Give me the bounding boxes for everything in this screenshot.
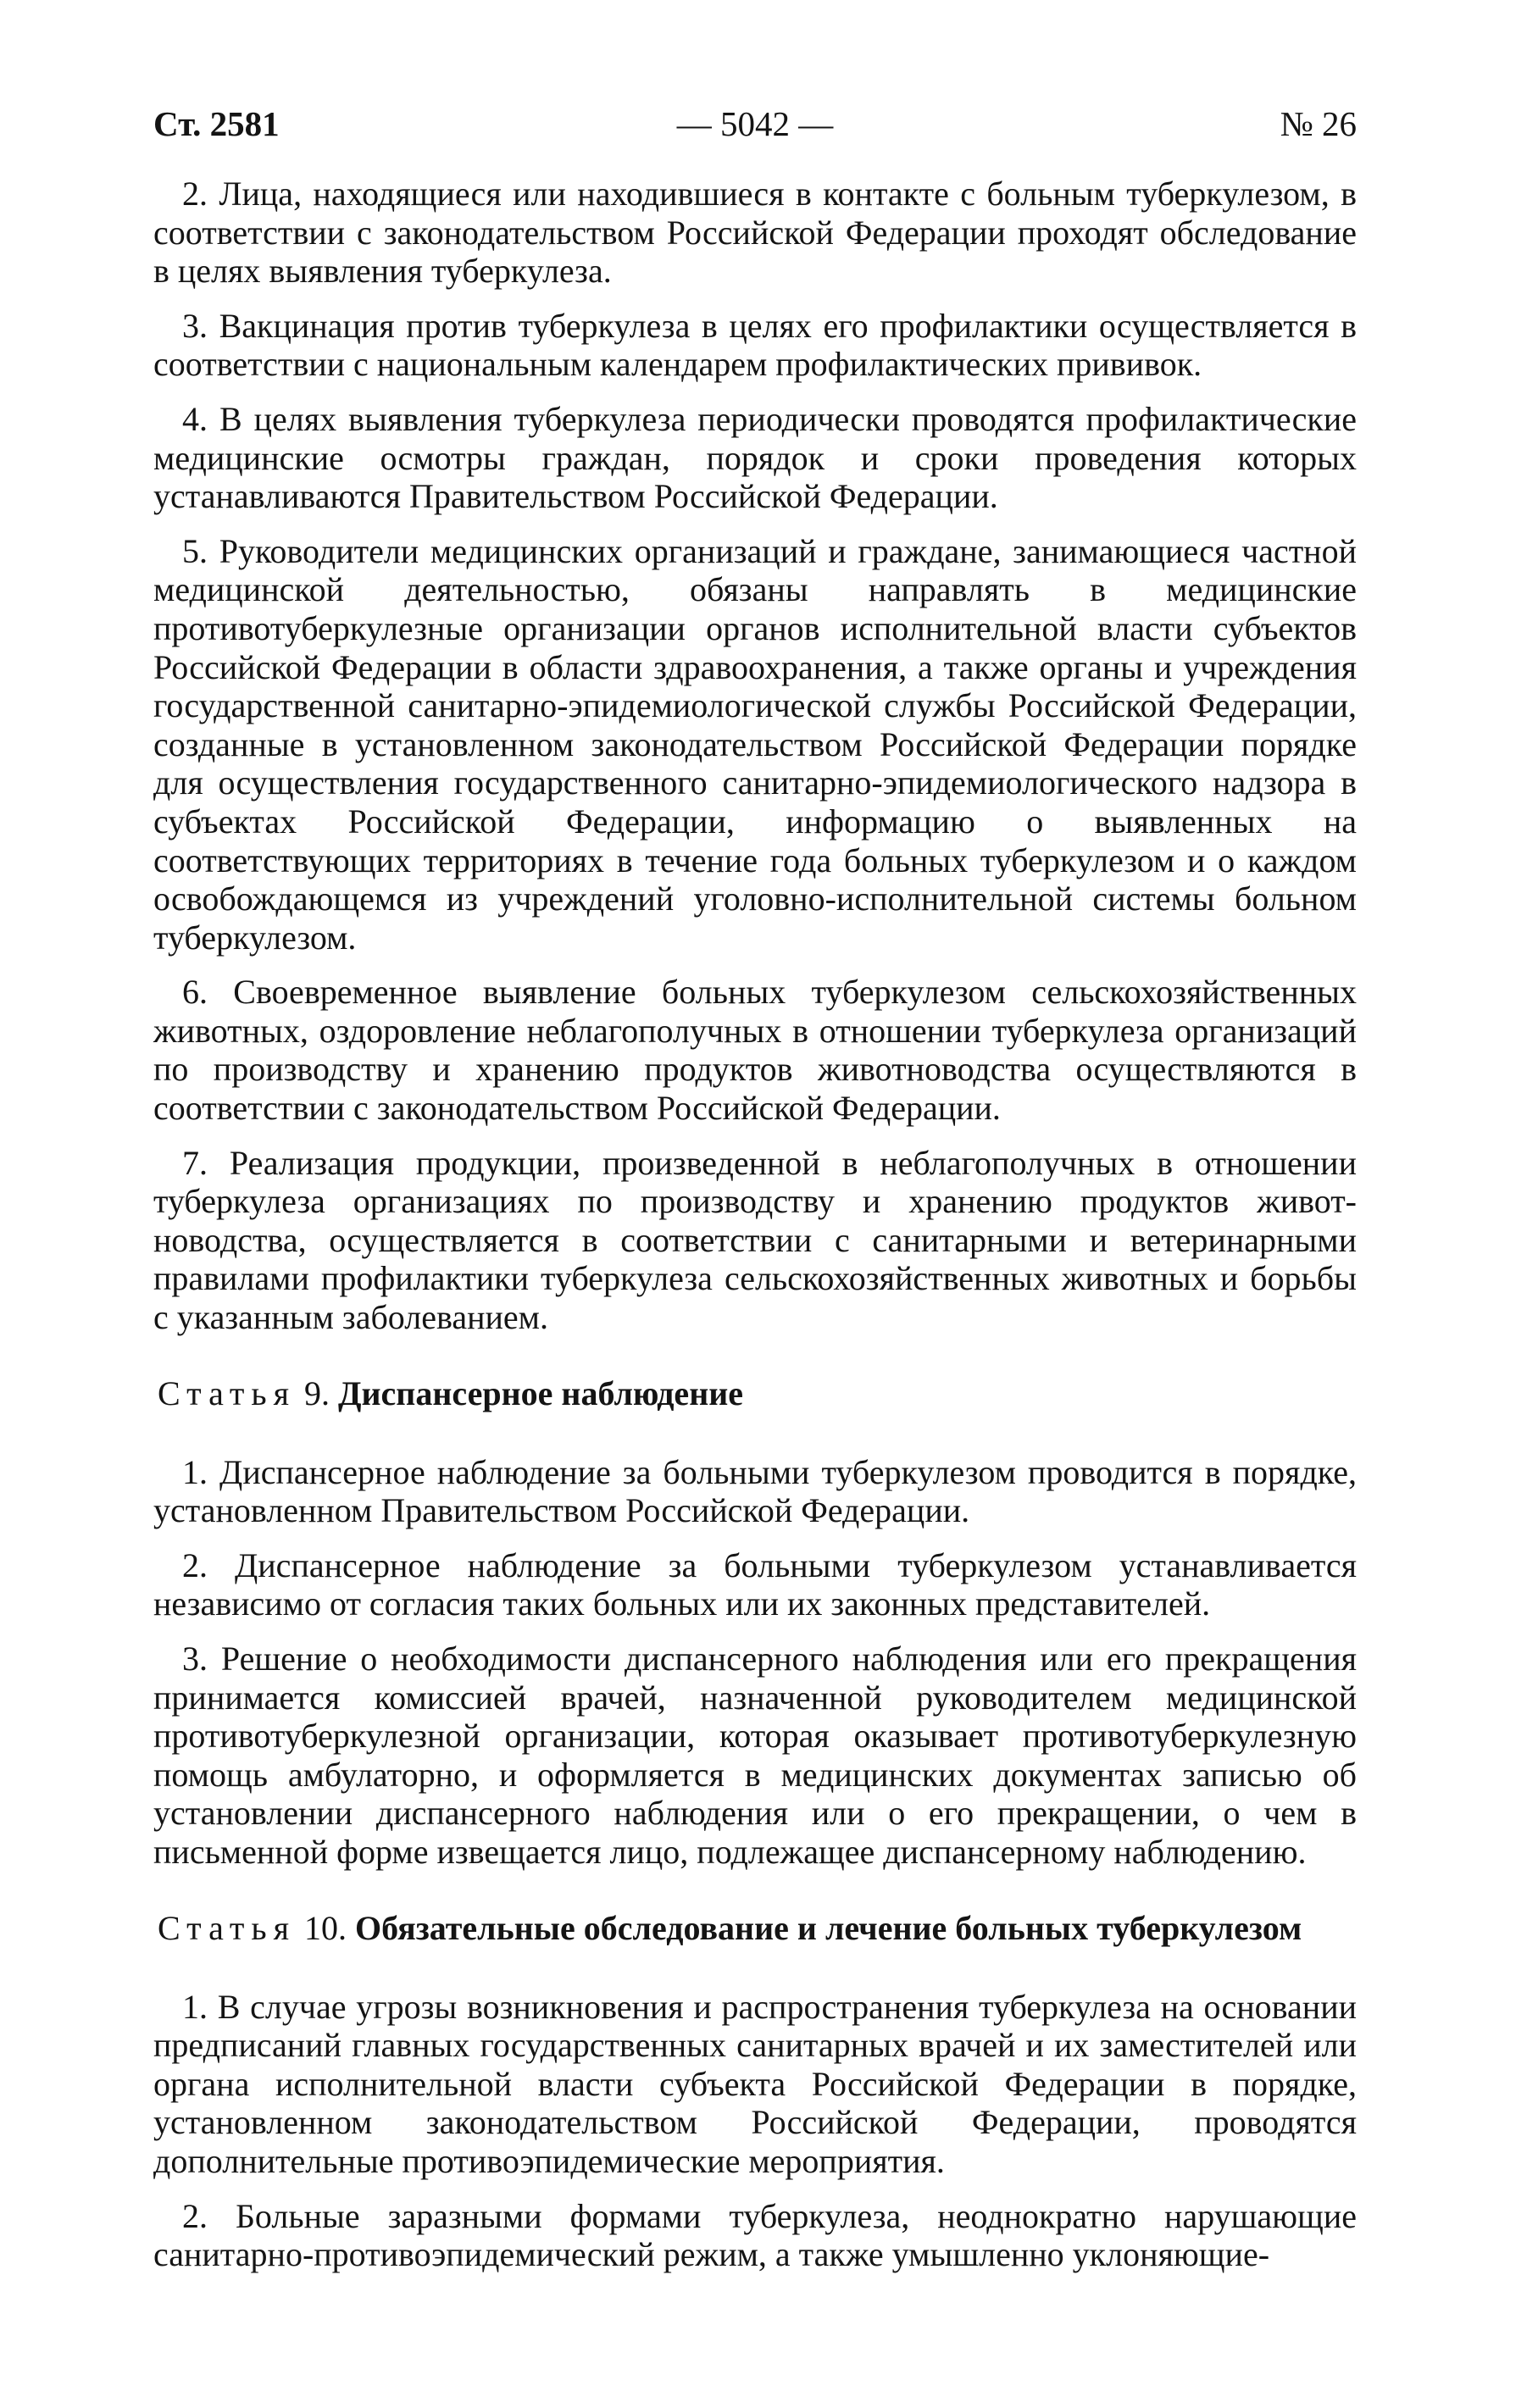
paragraph: 1. Диспансерное наблюдение за больными туберкулезом проводится в порядке, установленном Правительством Российской Федерации. <box>153 1452 1357 1530</box>
paragraph: 2. Лица, находящиеся или находившиеся в контакте с больным туберкулезом, в соответствии с законодательством Российской Федерации проходят обследование в целях выявления туберкулеза. <box>153 175 1357 291</box>
issue-number: № 26 <box>1280 104 1357 143</box>
article-label: Статья <box>158 1373 296 1412</box>
paragraph: 7. Реализация продукции, произведенной в неблагополучных в отношении туберкулеза организациях по производству и хранению продуктов животноводства, осуществляется в соответствии с санитарными и ветеринарными правилами профилактики туберкулеза сельскохозяйственных животных и борьбы с указанным заболеванием. <box>153 1143 1357 1337</box>
paragraph: 2. Диспансерное наблюдение за больными туберкулезом устанавливается независимо от согласия таких больных или их законных представителей. <box>153 1545 1357 1623</box>
article-title: Диспансерное наблюдение <box>337 1373 744 1412</box>
paragraph: 4. В целях выявления туберкулеза периодически проводятся профилактические медицинские осмотры граждан, порядок и сроки проведения которых устанавливаются Правительством Российской Федерации. <box>153 399 1357 516</box>
article-title: Обязательные обследование и лечение больных туберкулезом <box>354 1908 1302 1947</box>
paragraph: 1. В случае угрозы возникновения и распространения туберкулеза на основании предписаний главных государственных санитарных врачей и их заместителей или органа исполнительной власти субъекта Российской Федерации в порядке, установленном законодательством Российской Федерации, проводятся дополнительные противоэпидемические мероприятия. <box>153 1987 1357 2180</box>
paragraph: 3. Решение о необходимости диспансерного наблюдения или его прекращения принимается комиссией врачей, назначенной руководителем медицинской противотуберкулезной организации, которая оказывает противотуберкулезную помощь амбулаторно, и оформляется в медицинских документах записью об установлении диспансерного наблюдения или о его прекращении, о чем в письменной форме извещается лицо, подлежащее диспансерному наблюдению. <box>153 1640 1357 1871</box>
paragraph: 6. Своевременное выявление больных туберкулезом сельскохозяйственных животных, оздоровление неблагополучных в отношении туберкулеза организаций по производству и хранению продуктов животноводства осуществляются в соответствии с законодательством Российской Федерации. <box>153 973 1357 1128</box>
article-reference: Ст. 2581 <box>153 104 280 143</box>
article-label: Статья <box>158 1908 296 1947</box>
paragraph: 5. Руководители медицинских организаций и граждане, занимающиеся частной медицинской деятельностью, обязаны направлять в медицинские противотуберкулезные организации органов исполнительной власти субъектов Российской Федерации в области здравоохранения, а также органы и учреждения государственной санитарно-эпидемиологической службы Российской Федерации, созданные в установленном законодательством Российской Федерации порядке для осуществления государственного санитарно-эпидемиологического надзора в субъектах Российской Федерации, информацию о выявленных на соответствующих территориях в течение года больных туберкулезом и о каждом освобождающемся из учреждений уголовно-исполнительной системы больном туберкулезом. <box>153 531 1357 957</box>
document-page <box>153 100 1357 2290</box>
document-body <box>153 175 1357 2274</box>
article-10-heading <box>153 1908 1357 1949</box>
paragraph: 3. Вакцинация против туберкулеза в целях его профилактики осуществляется в соответствии с национальным календарем профилактических прививок. <box>153 306 1357 384</box>
article-number: 10. <box>295 1908 355 1947</box>
article-9-heading <box>153 1373 1357 1414</box>
article-number: 9. <box>295 1373 338 1412</box>
page-number: — 5042 — <box>676 104 834 143</box>
paragraph: 2. Больные заразными формами туберкулеза, неоднократно нарушающие санитарно-противоэпидемический режим, а также умышленно уклоняющие- <box>153 2196 1357 2274</box>
running-header <box>153 100 1357 147</box>
